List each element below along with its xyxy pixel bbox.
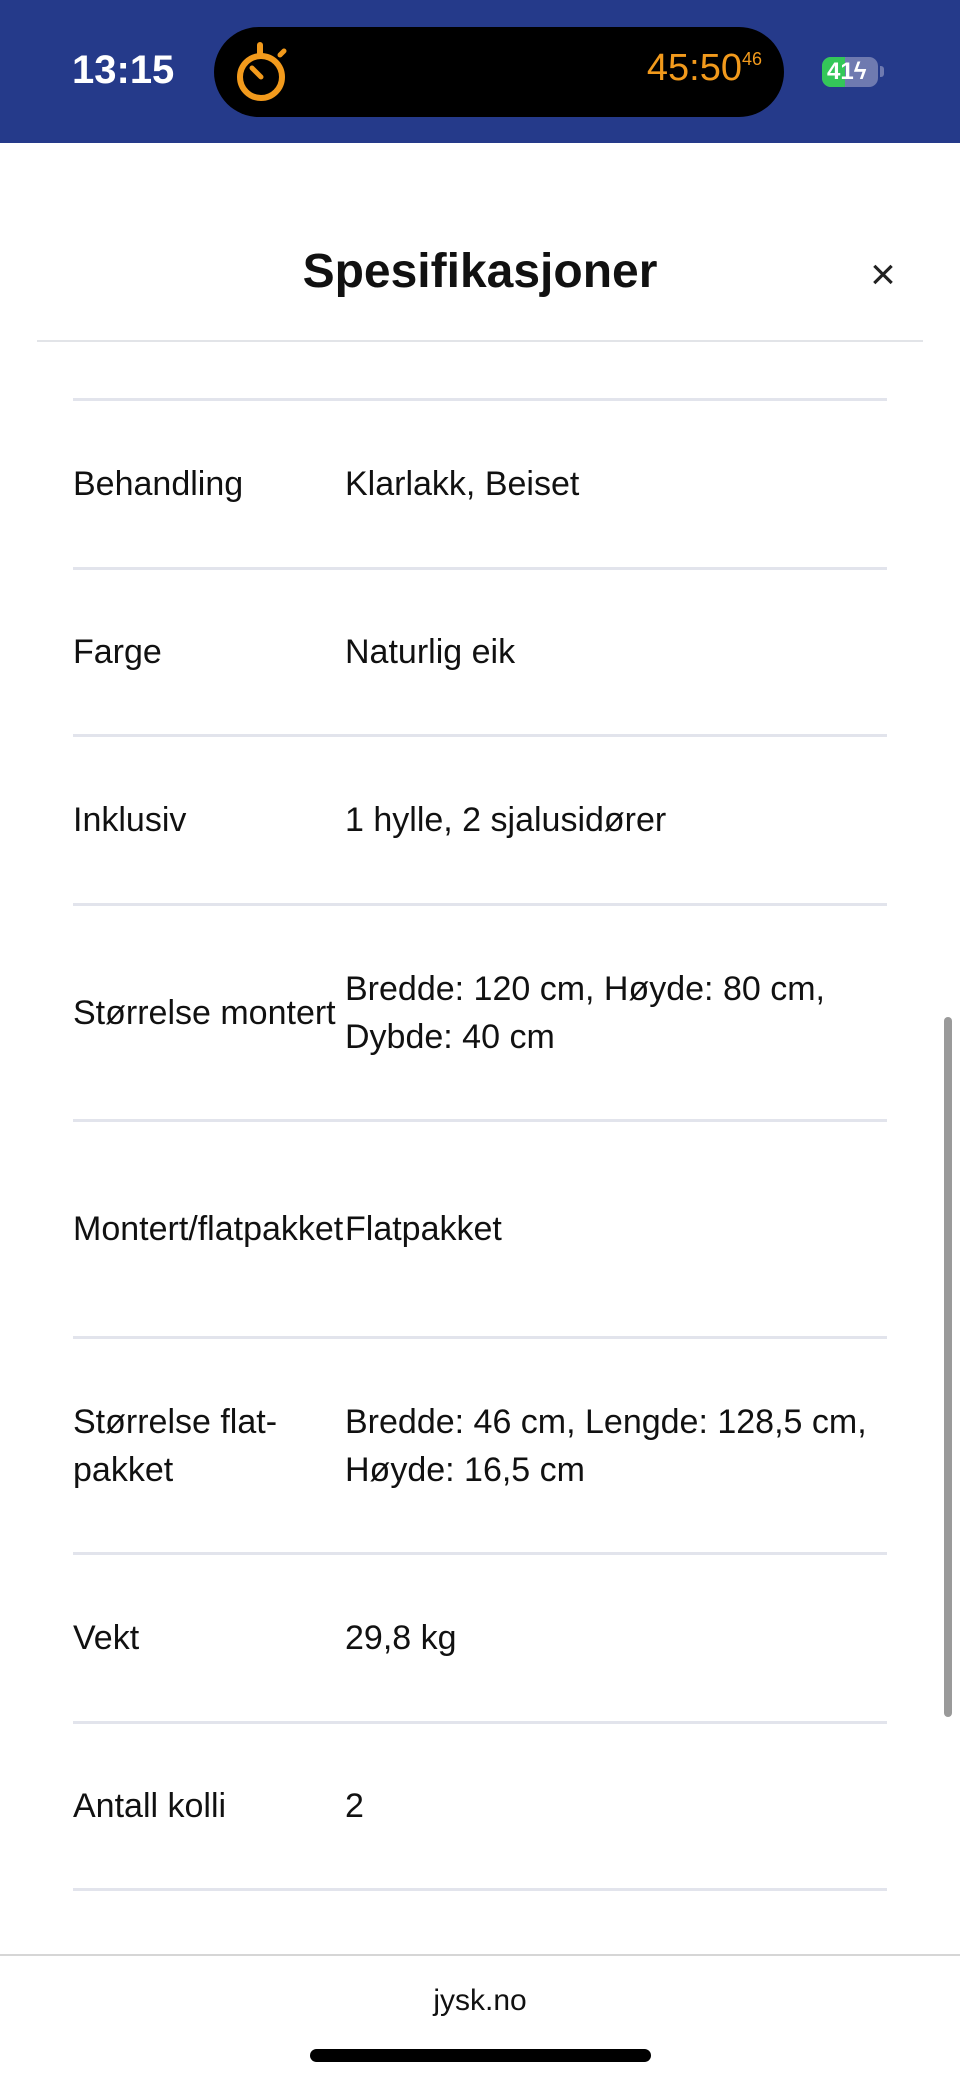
page-title: Spesifikasjoner <box>302 245 658 298</box>
spec-row <box>73 1339 887 1552</box>
spec-row <box>73 1724 887 1888</box>
spec-value: 29,8 kg <box>345 1619 457 1657</box>
spec-label: Montert/flatpakket <box>73 1210 344 1248</box>
spec-label: Farge <box>73 633 162 671</box>
spec-row <box>73 906 887 1119</box>
spec-row <box>73 570 887 734</box>
spec-value: Bredde: 120 cm, Høyde: 80 cm, Dybde: 40 cm <box>345 969 825 1056</box>
spec-value: Bredde: 46 cm, Lengde: 128,5 cm, Høyde: 16,5 cm <box>345 1402 867 1489</box>
status-bar <box>0 0 960 143</box>
browser-bar-divider <box>0 1954 960 1956</box>
battery-indicator <box>822 57 878 87</box>
row-divider <box>73 734 887 737</box>
spec-row <box>73 401 887 567</box>
status-time: 13:15 <box>72 48 175 92</box>
row-divider <box>73 903 887 906</box>
timer-main: 45:50 <box>646 47 742 89</box>
scrollbar[interactable] <box>944 1017 952 1717</box>
row-divider <box>73 1119 887 1122</box>
spec-row <box>73 1122 887 1336</box>
row-divider <box>73 1888 887 1891</box>
battery-percent: 41 <box>827 58 854 85</box>
row-divider <box>73 1336 887 1339</box>
battery-nub <box>880 66 884 77</box>
timer-fraction: 46 <box>741 49 762 69</box>
spec-label: Behandling <box>73 465 244 503</box>
spec-row <box>73 737 887 903</box>
header-divider <box>37 340 923 342</box>
row-divider <box>73 1721 887 1724</box>
spec-label: Antall kolli <box>73 1787 227 1825</box>
home-indicator[interactable] <box>310 2049 651 2062</box>
spec-label: Størrelse flatpakket <box>73 1402 278 1489</box>
close-button[interactable]: × <box>870 250 896 299</box>
spec-label: Størrelse montert <box>73 993 336 1032</box>
spec-value: 1 hylle, 2 sjalusidører <box>345 801 667 839</box>
row-divider <box>73 398 887 401</box>
timer-readout <box>647 47 762 90</box>
dynamic-island-timer[interactable] <box>214 27 784 117</box>
stopwatch-icon <box>234 41 294 103</box>
spec-value: Klarlakk, Beiset <box>345 465 580 503</box>
spec-label: Vekt <box>73 1619 140 1657</box>
spec-row <box>73 1555 887 1721</box>
spec-value: Naturlig eik <box>345 633 516 671</box>
browser-url[interactable]: jysk.no <box>433 1984 527 2017</box>
row-divider <box>73 1552 887 1555</box>
row-divider <box>73 567 887 570</box>
spec-value: Flatpakket <box>345 1210 502 1248</box>
charging-bolt-icon: ϟ <box>853 58 867 85</box>
spec-label: Inklusiv <box>73 801 187 839</box>
spec-value: 2 <box>345 1787 364 1825</box>
